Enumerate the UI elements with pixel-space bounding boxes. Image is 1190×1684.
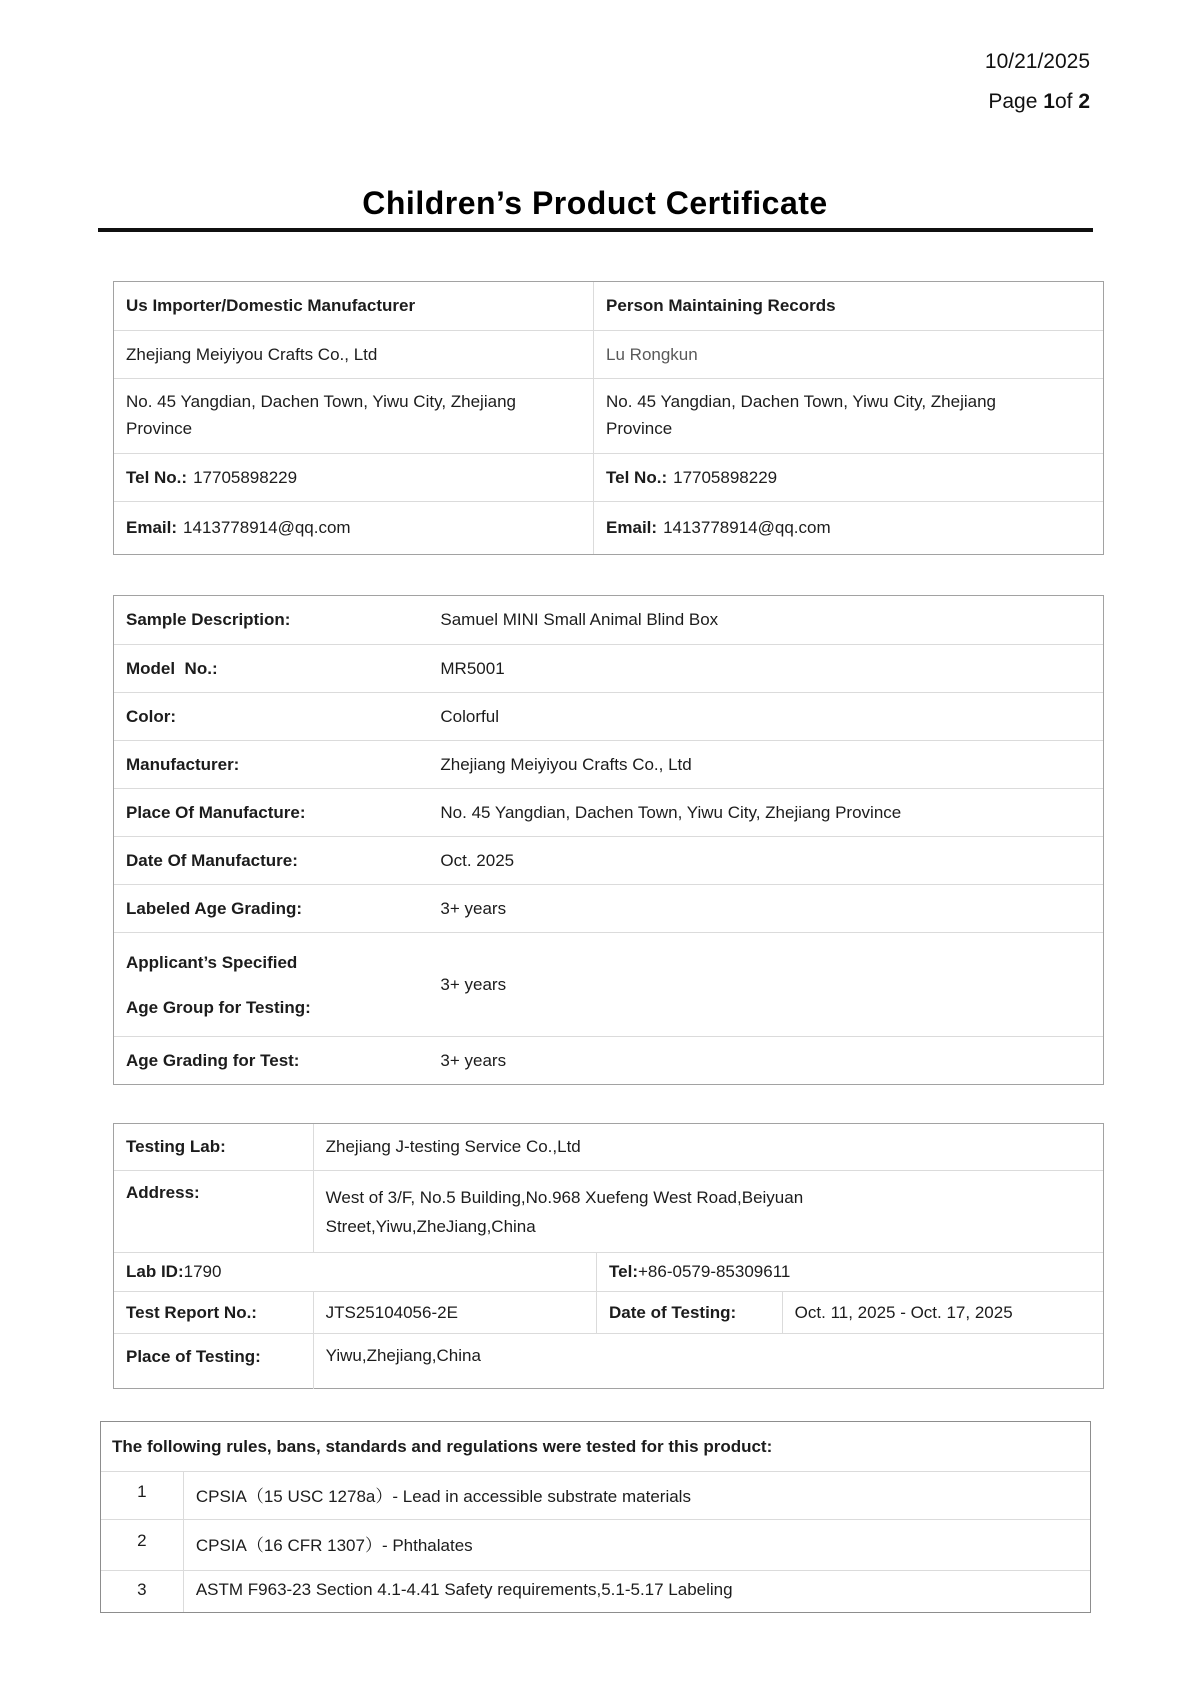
lab-tel-label: Tel: xyxy=(609,1262,638,1281)
lab-id xyxy=(114,1253,596,1291)
testing-lab-value: Zhejiang J-testing Service Co.,Ltd xyxy=(313,1124,1103,1170)
row-value: 3+ years xyxy=(440,1050,507,1070)
document-title: Children’s Product Certificate xyxy=(362,185,828,221)
row-value: 3+ years xyxy=(440,974,507,994)
table-row xyxy=(114,1124,1103,1170)
importer-company: Zhejiang Meiyiyou Crafts Co., Ltd xyxy=(126,344,378,364)
rule-number: 2 xyxy=(137,1531,147,1550)
records-address-line1: No. 45 Yangdian, Dachen Town, Yiwu City, Zhejiang xyxy=(606,392,997,411)
row-label: Manufacturer: xyxy=(126,754,240,774)
address-label: Address: xyxy=(126,1183,200,1202)
importer-table xyxy=(113,281,1104,555)
email-value: 1413778914@qq.com xyxy=(663,518,831,537)
row-label: Age Grading for Test: xyxy=(126,1050,300,1070)
table-row xyxy=(114,788,1103,836)
importer-email xyxy=(114,502,593,554)
email-value: 1413778914@qq.com xyxy=(183,518,351,537)
page-indicator xyxy=(988,90,1090,114)
records-address xyxy=(593,379,1103,453)
table-row xyxy=(114,740,1103,788)
page-indicator-prefix: Page xyxy=(988,90,1044,113)
table-row xyxy=(114,644,1103,692)
date-of-testing-label: Date of Testing: xyxy=(596,1292,782,1333)
row-value: No. 45 Yangdian, Dachen Town, Yiwu City, Zhejiang Province xyxy=(440,802,902,822)
records-person: Lu Rongkun xyxy=(593,331,1103,378)
row-value: Samuel MINI Small Animal Blind Box xyxy=(440,610,719,629)
importer-col-header: Us Importer/Domestic Manufacturer xyxy=(126,296,416,315)
table-row xyxy=(101,1471,1090,1519)
table-row xyxy=(114,453,1103,501)
table-row xyxy=(114,932,1103,1036)
records-col-header: Person Maintaining Records xyxy=(593,282,1103,330)
applicant-label-line1: Applicant’s Specified xyxy=(126,952,298,972)
report-no-value: JTS25104056-2E xyxy=(313,1292,596,1333)
tel-label: Tel No.: xyxy=(606,467,668,487)
tel-value: 17705898229 xyxy=(193,467,298,487)
applicant-label-line2: Age Group for Testing: xyxy=(126,997,311,1017)
table-row xyxy=(114,282,1103,330)
place-of-testing-value: Yiwu,Zhejiang,China xyxy=(313,1334,1103,1389)
email-label: Email: xyxy=(606,518,658,537)
row-label: Color: xyxy=(126,706,177,726)
table-row xyxy=(114,596,1103,644)
rules-table xyxy=(100,1421,1091,1613)
rules-header-row xyxy=(101,1422,1090,1471)
table-row xyxy=(114,378,1103,453)
address-value xyxy=(313,1171,1103,1252)
sample-table xyxy=(113,595,1104,1085)
row-label xyxy=(114,933,424,1036)
lab-tel xyxy=(596,1253,1103,1291)
row-value: Oct. 2025 xyxy=(440,850,515,870)
row-label: Model No.: xyxy=(126,658,218,678)
place-of-testing-label: Place of Testing: xyxy=(126,1346,261,1366)
rule-number: 3 xyxy=(137,1580,147,1599)
document-date: 10/21/2025 xyxy=(984,50,1090,73)
records-email xyxy=(593,502,1103,554)
rule-text: CPSIA（15 USC 1278a）- Lead in accessible substrate materials xyxy=(183,1472,1090,1519)
report-no-label: Test Report No.: xyxy=(126,1302,257,1322)
row-value: Colorful xyxy=(440,706,499,726)
row-value: 3+ years xyxy=(440,898,507,918)
table-row xyxy=(114,501,1103,554)
lab-id-value: 1790 xyxy=(183,1262,222,1281)
table-row xyxy=(101,1519,1090,1570)
table-row xyxy=(114,1036,1103,1084)
row-value: Zhejiang Meiyiyou Crafts Co., Ltd xyxy=(440,754,692,774)
lab-tel-value: +86-0579-85309611 xyxy=(638,1262,791,1281)
row-value: MR5001 xyxy=(440,658,505,678)
rule-number: 1 xyxy=(137,1482,147,1501)
testing-lab-table xyxy=(113,1123,1104,1389)
table-row xyxy=(114,1291,1103,1333)
table-row xyxy=(114,330,1103,378)
table-row xyxy=(114,1333,1103,1388)
importer-tel xyxy=(114,454,593,501)
row-label: Sample Description: xyxy=(126,610,291,629)
rule-text: CPSIA（16 CFR 1307）- Phthalates xyxy=(183,1520,1090,1570)
testing-lab-label: Testing Lab: xyxy=(126,1137,226,1156)
address-value-line1: West of 3/F, No.5 Building,No.968 Xuefeng West Road,Beiyuan xyxy=(325,1188,804,1207)
tel-value: 17705898229 xyxy=(673,467,778,487)
importer-address-line2: Province xyxy=(126,419,193,438)
table-row xyxy=(114,884,1103,932)
importer-address-line1: No. 45 Yangdian, Dachen Town, Yiwu City, Zhejiang xyxy=(126,392,516,411)
row-label: Place Of Manufacture: xyxy=(126,802,306,822)
rule-text: ASTM F963-23 Section 4.1-4.41 Safety requirements,5.1-5.17 Labeling xyxy=(183,1571,1090,1612)
table-row xyxy=(114,836,1103,884)
email-label: Email: xyxy=(126,518,178,537)
table-row xyxy=(114,692,1103,740)
address-value-line2: Street,Yiwu,ZheJiang,China xyxy=(325,1217,536,1236)
table-row xyxy=(101,1570,1090,1612)
lab-id-label: Lab ID: xyxy=(126,1262,184,1281)
tel-label: Tel No.: xyxy=(126,467,188,487)
table-row xyxy=(114,1170,1103,1252)
records-tel xyxy=(593,454,1103,501)
page-indicator-number: 1 xyxy=(1043,90,1055,113)
rules-header: The following rules, bans, standards and regulations were tested for this product: xyxy=(112,1436,773,1456)
importer-address xyxy=(114,379,593,453)
title-rule xyxy=(98,228,1093,232)
records-address-line2: Province xyxy=(606,419,673,438)
page-indicator-total: 2 xyxy=(1078,90,1090,113)
table-row xyxy=(114,1252,1103,1291)
page-indicator-of: of xyxy=(1054,90,1079,113)
row-label: Date Of Manufacture: xyxy=(126,850,298,870)
date-of-testing-value: Oct. 11, 2025 - Oct. 17, 2025 xyxy=(782,1292,1103,1333)
row-label: Labeled Age Grading: xyxy=(126,898,303,918)
